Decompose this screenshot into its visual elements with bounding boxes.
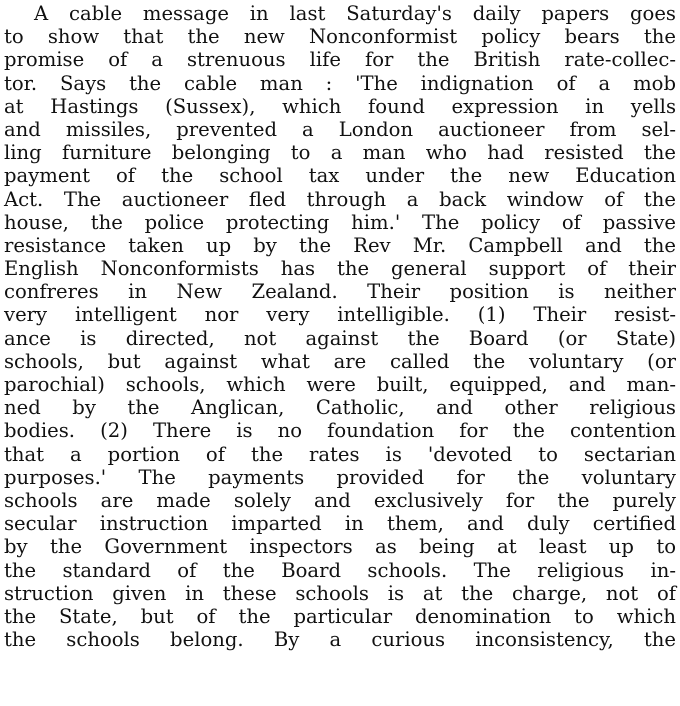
article-line: the schools belong. By a curious inconsistency, the — [4, 628, 676, 652]
article-line: schools are made solely and exclusively for the purely — [4, 488, 676, 512]
article-line: parochial) schools, which were built, equipped, and man- — [4, 373, 676, 396]
article-line: resistance taken up by the Rev Mr. Campbell and the — [4, 233, 676, 257]
article-line: purposes.' The payments provided for the voluntary — [4, 465, 676, 489]
article-line: struction given in these schools is at the charge, not of — [4, 581, 676, 605]
article-line: ned by the Anglican, Catholic, and other religious — [4, 396, 676, 420]
article-line: the standard of the Board schools. The religious in- — [4, 558, 676, 582]
article-line: ling furniture belonging to a man who had resisted the — [4, 141, 676, 165]
article-line: ance is directed, not against the Board (or State) — [4, 326, 676, 350]
article-line: A cable message in last Saturday's daily papers goes — [34, 2, 676, 25]
article-line: very intelligent nor very intelligible. (1) Their resist- — [4, 303, 676, 327]
article-column — [4, 2, 676, 651]
article-line: by the Government inspectors as being at least up to — [4, 535, 676, 559]
article-line: house, the police protecting him.' The policy of passive — [4, 210, 676, 234]
article-line: tor. Says the cable man : 'The indignation of a mob — [4, 71, 676, 95]
article-line: confreres in New Zealand. Their position is neither — [4, 280, 676, 304]
article-line: secular instruction imparted in them, and duly certified — [4, 512, 676, 536]
article-line: to show that the new Nonconformist policy bears the — [4, 25, 676, 49]
article-line: promise of a strenuous life for the British rate-collec- — [4, 48, 676, 72]
article-line: the State, but of the particular denomination to which — [4, 604, 676, 628]
article-line: English Nonconformists has the general support of their — [4, 257, 676, 281]
article-line: bodies. (2) There is no foundation for the contention — [4, 419, 676, 443]
article-line: Act. The auctioneer fled through a back window of the — [4, 187, 676, 211]
article-line: at Hastings (Sussex), which found expression in yells — [4, 94, 676, 118]
article-line: that a portion of the rates is 'devoted to sectarian — [4, 442, 676, 466]
article-line: schools, but against what are called the voluntary (or — [4, 349, 676, 373]
article-line: payment of the school tax under the new Education — [4, 164, 676, 188]
article-line: and missiles, prevented a London auctioneer from sel- — [4, 117, 676, 141]
